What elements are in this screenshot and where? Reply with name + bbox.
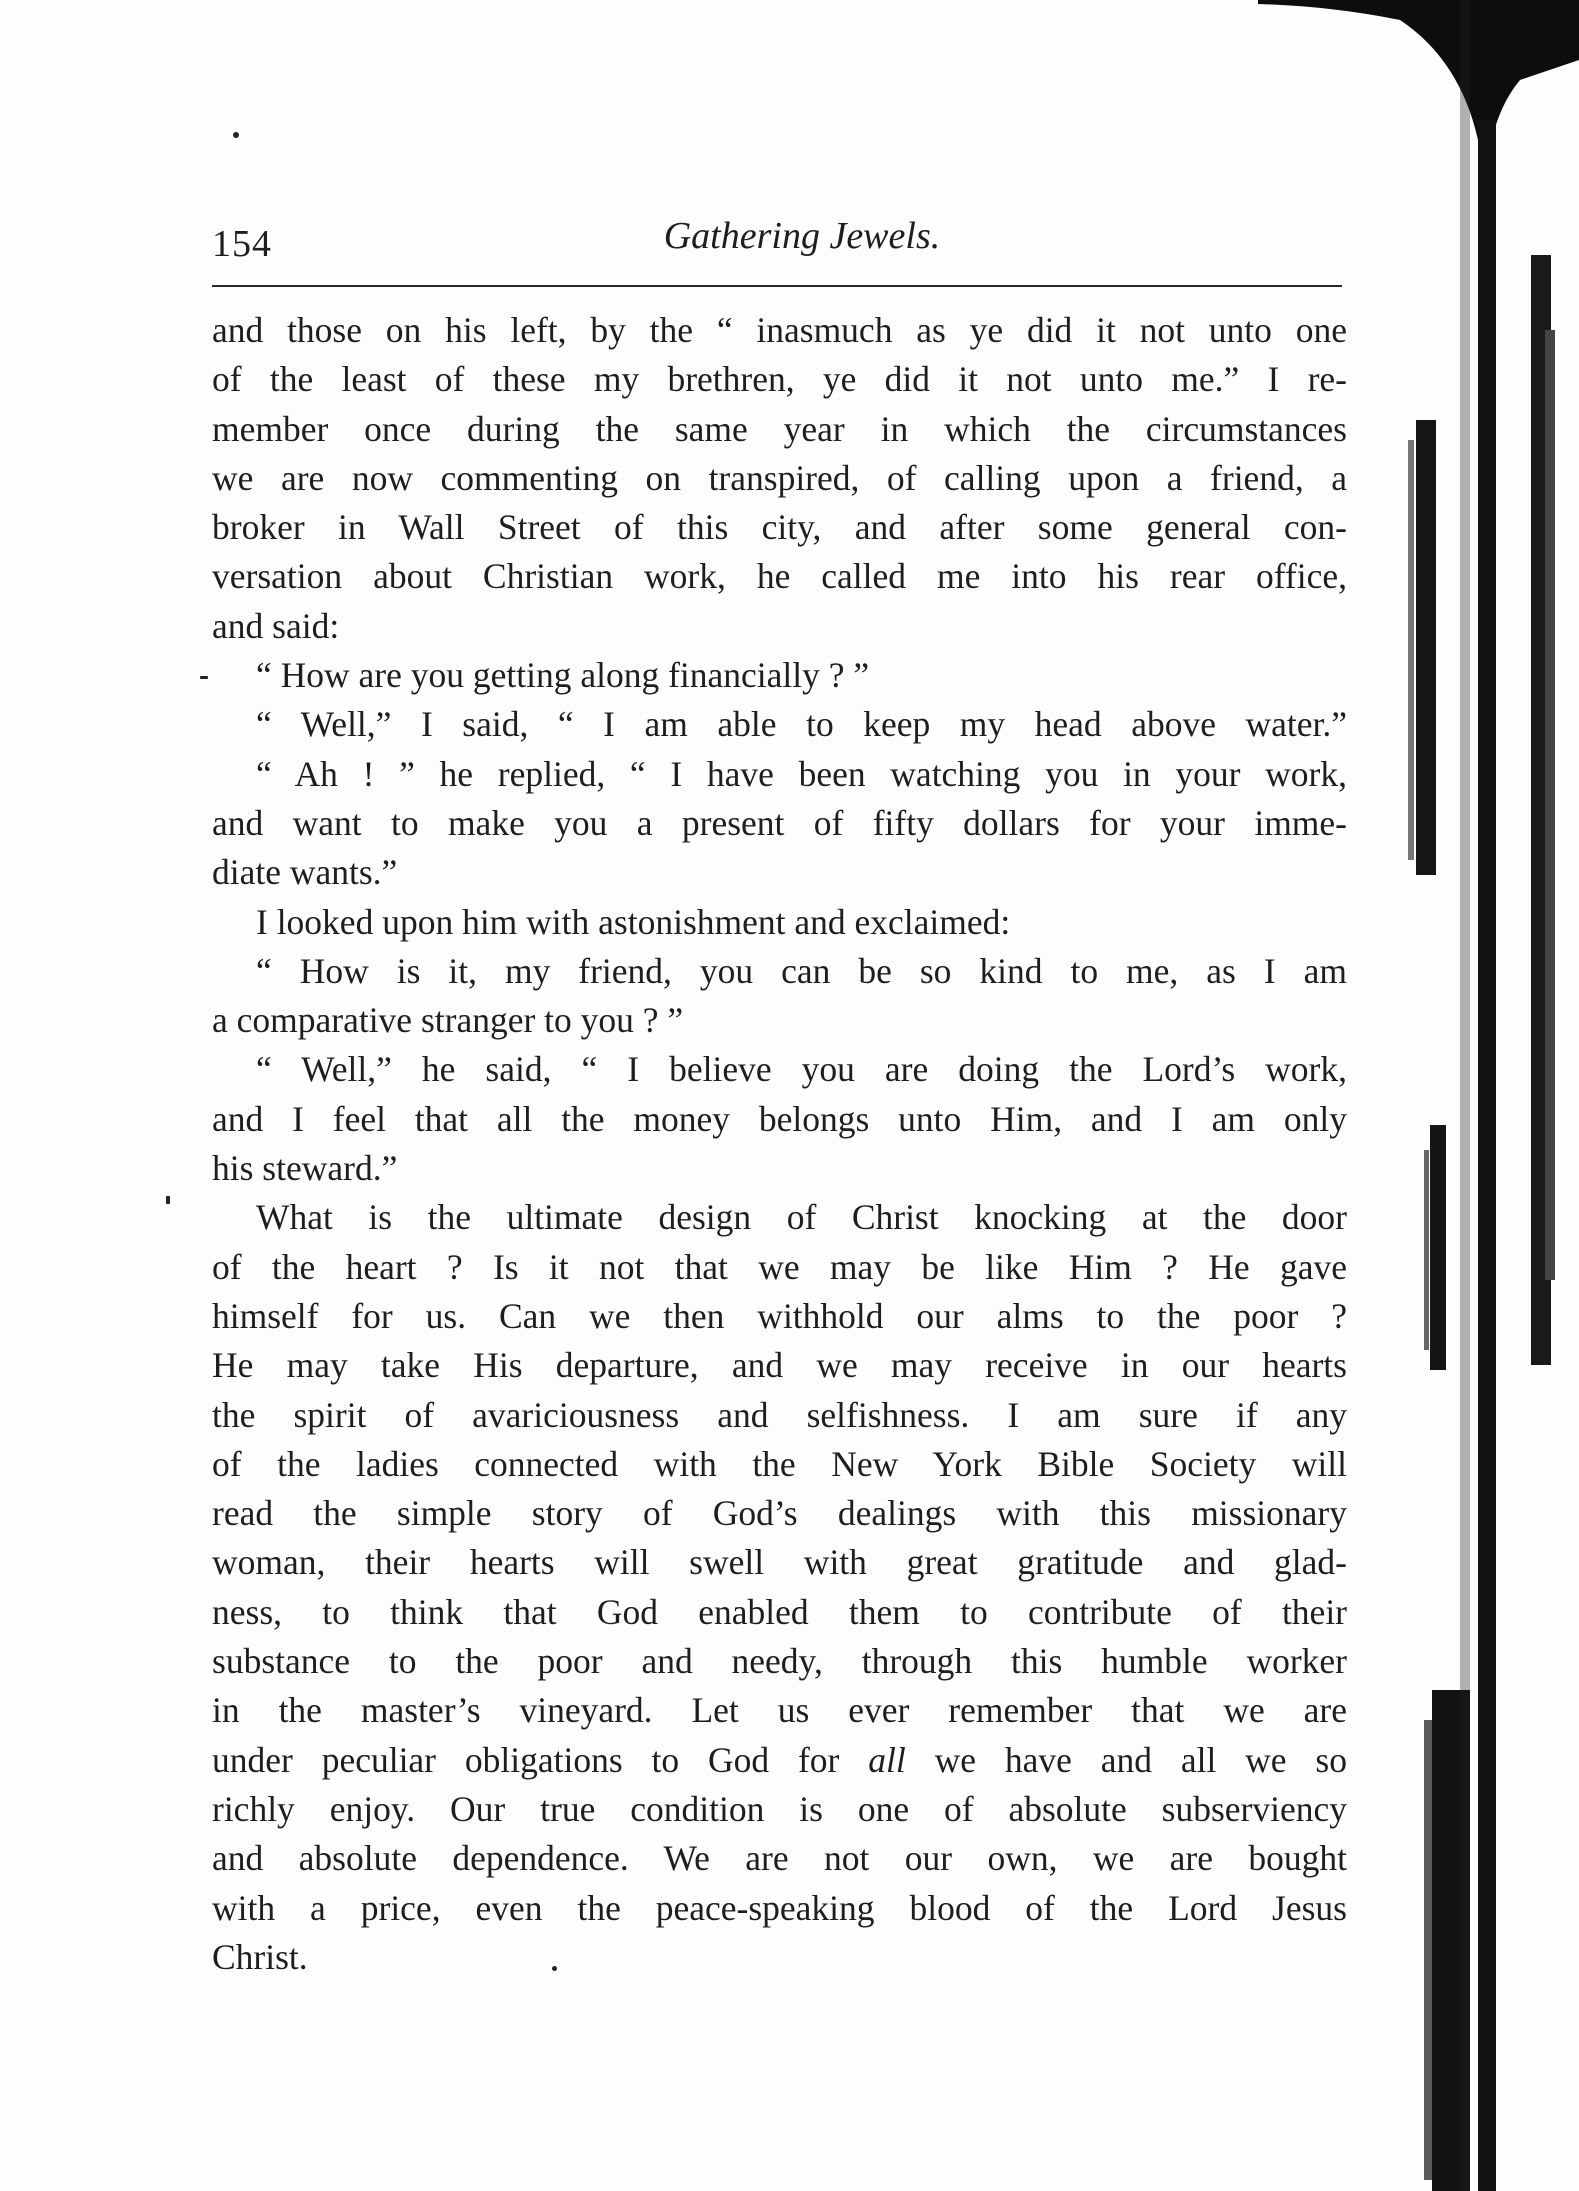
text-line: read the simple story of God’s dealings with this missionary	[212, 1493, 1347, 1534]
text-line: of the heart ? Is it not that we may be like Him ? He gave	[212, 1246, 1347, 1287]
text-line: broker in Wall Street of this city, and after some general con-	[212, 507, 1347, 548]
text-line: and want to make you a present of fifty dollars for your imme-	[212, 802, 1347, 843]
text-line: He may take His departure, and we may receive in our hearts	[212, 1345, 1347, 1386]
text-line: himself for us. Can we then withhold our alms to the poor ?	[212, 1295, 1347, 1336]
emphasis-all: all	[868, 1739, 906, 1780]
text-line: “ Well,” I said, “ I am able to keep my head above water.”	[256, 704, 1347, 745]
page-number: 154	[212, 223, 272, 265]
text-line: and I feel that all the money belongs unto Him, and I am only	[212, 1098, 1347, 1139]
text-line: and absolute dependence. We are not our own, we are bought	[212, 1838, 1347, 1879]
text-line: and those on his left, by the “ inasmuch as ye did it not unto one	[212, 310, 1347, 350]
text-line: ness, to think that God enabled them to contribute of their	[212, 1591, 1347, 1632]
text-line: diate wants.”	[212, 852, 398, 893]
text-line: of the least of these my brethren, ye did it not unto me.” I re-	[212, 359, 1347, 400]
text-line: and said:	[212, 605, 340, 646]
text-line: versation about Christian work, he called me into his rear office,	[212, 556, 1347, 597]
text-line: with a price, even the peace-speaking blood of the Lord Jesus	[212, 1887, 1347, 1928]
text-line: “ How is it, my friend, you can be so kind to me, as I am	[256, 950, 1347, 991]
text-line: in the master’s vineyard. Let us ever remember that we are	[212, 1690, 1347, 1731]
text-line: What is the ultimate design of Christ knocking at the door	[256, 1197, 1347, 1238]
running-title: Gathering Jewels.	[663, 215, 941, 257]
text-line: Christ.	[212, 1936, 308, 1977]
text-line: woman, their hearts will swell with great gratitude and glad-	[212, 1542, 1347, 1583]
text-line: “ Well,” he said, “ I believe you are doing the Lord’s work,	[256, 1049, 1347, 1090]
text-line: I looked upon him with astonishment and exclaimed:	[256, 901, 1011, 942]
text-line: member once during the same year in which the circumstances	[212, 408, 1347, 449]
text-line: we are now commenting on transpired, of calling upon a friend, a	[212, 457, 1347, 498]
text-line: a comparative stranger to you ? ”	[212, 1000, 684, 1041]
text-line: of the ladies connected with the New York Bible Society will	[212, 1443, 1347, 1484]
text-line: under peculiar obligations to God for all we have and all we so	[212, 1739, 1347, 1780]
text-line: “ How are you getting along financially ? ”	[256, 655, 870, 696]
text-line: richly enjoy. Our true condition is one of absolute subserviency	[212, 1788, 1347, 1829]
text-line: substance to the poor and needy, through this humble worker	[212, 1641, 1347, 1682]
text-line: the spirit of avariciousness and selfishness. I am sure if any	[212, 1394, 1347, 1435]
text-line: his steward.”	[212, 1148, 398, 1189]
text-line: “ Ah ! ” he replied, “ I have been watching you in your work,	[256, 753, 1347, 794]
